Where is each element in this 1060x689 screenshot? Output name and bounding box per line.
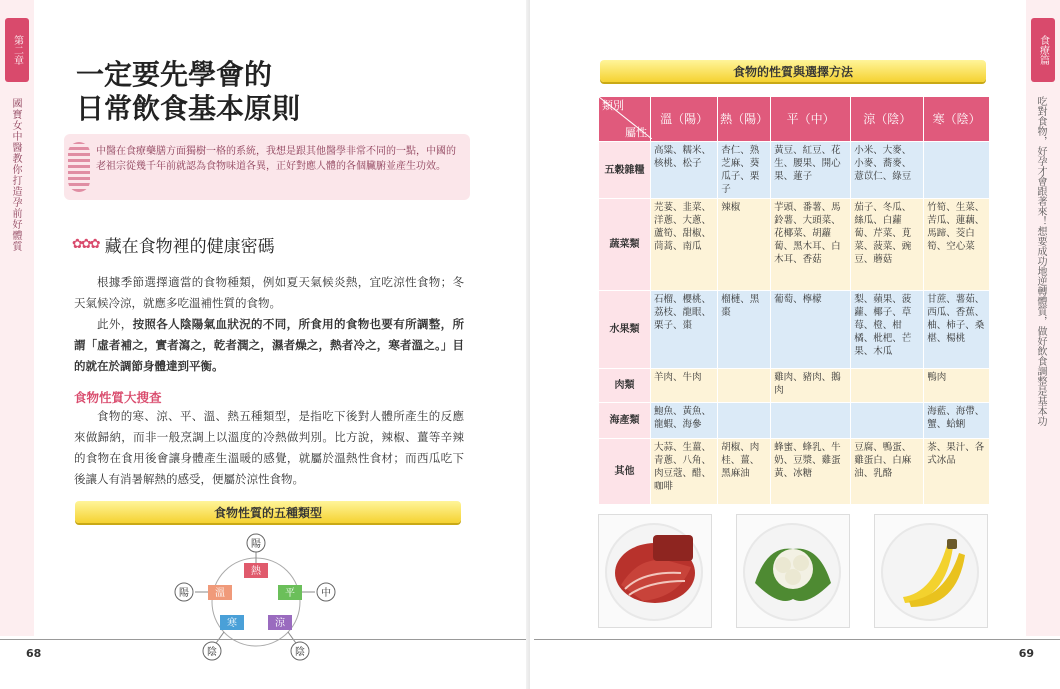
- page-title: [76, 58, 300, 126]
- cold-label: 寒: [227, 618, 237, 629]
- flower-icon: ✿✿✿: [72, 237, 99, 252]
- meat-image: [599, 515, 711, 627]
- table-cell: 茄子、冬瓜、絲瓜、白蘿蔔、芹菜、莧菜、菠菜、豌豆、蘑菇: [851, 199, 924, 291]
- category-grains: 五穀雜糧: [599, 142, 651, 199]
- table-cell: [851, 369, 924, 403]
- intro-decoration: [68, 142, 90, 192]
- table-cell: [718, 369, 771, 403]
- table-cell: 芫荽、韭菜、洋蔥、大蔥、蘆筍、甜椒、茼蒿、南瓜: [651, 199, 718, 291]
- header-cold: 寒（陰）: [924, 97, 990, 142]
- table-cell: 胡椒、肉桂、薑、黑麻油: [718, 439, 771, 505]
- sub-heading: 食物性質大搜查: [74, 390, 162, 405]
- left-side-tab: [0, 0, 34, 636]
- title-line-2: 日常飲食基本原則: [76, 92, 301, 125]
- diagram-title-bar: 食物性質的五種類型: [75, 501, 461, 523]
- header-neutral: 平（中）: [771, 97, 851, 142]
- right-side-tab: [1026, 0, 1060, 636]
- table-cell: 石榴、櫻桃、荔枝、龍眼、栗子、棗: [651, 291, 718, 369]
- category-vegetables: 蔬菜類: [599, 199, 651, 291]
- chapter-tab-right: 食療篇: [1031, 18, 1055, 82]
- table-cell: 葡萄、檸檬: [771, 291, 851, 369]
- paragraph-2: [74, 314, 464, 377]
- book-title-vertical: 國寶女中醫教你打造孕前好體質: [10, 98, 21, 252]
- cauliflower-photo: [736, 514, 850, 628]
- yin-left-label: 陰: [207, 647, 217, 658]
- corner-bottom-label: 屬性: [625, 126, 647, 139]
- paragraph-2-lead: 此外，: [97, 317, 133, 331]
- hot-label: 熱: [251, 566, 261, 577]
- table-cell: 榴槤、黑棗: [718, 291, 771, 369]
- neutral-label: 平: [285, 588, 295, 599]
- category-meat: 肉類: [599, 369, 651, 403]
- table-cell: 辣椒: [718, 199, 771, 291]
- table-cell: [851, 403, 924, 439]
- banana-image: [875, 515, 987, 627]
- page-number-right: 69: [1018, 647, 1034, 660]
- corner-top-label: 類別: [602, 99, 624, 112]
- table-cell: [924, 142, 990, 199]
- table-row: [599, 403, 990, 439]
- food-property-table: [598, 96, 990, 501]
- intro-text: 中醫在食療藥膳方面獨樹一格的系統，我想是跟其他醫學非常不同的一點，中國的老祖宗從幾千年前就認為食物味道各異，正好對應人體的各個臟腑並產生功效。: [96, 146, 456, 172]
- category-seafood: 海產類: [599, 403, 651, 439]
- cauliflower-image: [737, 515, 849, 627]
- intro-box: [64, 134, 470, 200]
- category-fruits: 水果類: [599, 291, 651, 369]
- header-warm: 溫（陽）: [651, 97, 718, 142]
- table-cell: 竹筍、生菜、苦瓜、蓮藕、馬蹄、茭白筍、空心菜: [924, 199, 990, 291]
- table-cell: 杏仁、熟芝麻、葵瓜子、栗子: [718, 142, 771, 199]
- table-cell: 海藍、海帶、蟹、蛤蜊: [924, 403, 990, 439]
- center-right-label: 中: [321, 588, 331, 599]
- table-row: [599, 199, 990, 291]
- table-cell: 芋頭、番薯、馬鈴薯、大頭菜、花椰菜、胡蘿蔔、黑木耳、白木耳、香菇: [771, 199, 851, 291]
- paragraph-2-bold: 按照各人陰陽氣血狀況的不同，所食用的食物也要有所調整，所謂「虛者補之，實者瀉之，乾者潤之，濕者燥之，熱者冷之，寒者溫之。」目的就在於調節身體達到平衡。: [74, 317, 465, 373]
- table-cell: 梨、蘋果、菠蘿、椰子、草莓、橙、柑橘、枇杷、芒果、木瓜: [851, 291, 924, 369]
- table-row: [599, 369, 990, 403]
- header-hot: 熱（陽）: [718, 97, 771, 142]
- paragraph-1: 根據季節選擇適當的食物種類，例如夏天氣候炎熱，宜吃涼性食物；冬天氣候冷涼，就應多吃溫補性質的食物。: [74, 275, 464, 310]
- table-cell: 甘蔗、薯茹、西瓜、香蕉、柚、柿子、桑椹、楊桃: [924, 291, 990, 369]
- yang-top-label: 陽: [251, 539, 261, 550]
- table-header-row: [599, 97, 990, 142]
- table-cell: [771, 403, 851, 439]
- table-row: [599, 291, 990, 369]
- section-title: 藏在食物裡的健康密碼: [104, 237, 275, 257]
- section-heading: [72, 232, 275, 257]
- category-other: 其他: [599, 439, 651, 505]
- table-cell: 羊肉、牛肉: [651, 369, 718, 403]
- table-cell: 豆腐、鴨蛋、雞蛋白、白麻油、乳酪: [851, 439, 924, 505]
- slogan-vertical: 吃對食物，好孕才會跟著來！想要成功地逆轉體質，做好飲食調整是基本功: [1035, 96, 1046, 426]
- table-row: [599, 439, 990, 505]
- table-cell: 黃豆、紅豆、花生、腰果、開心果、蓮子: [771, 142, 851, 199]
- table-cell: 小米、大麥、小麥、蕎麥、薏苡仁、綠豆: [851, 142, 924, 199]
- chapter-tab: 第二章: [5, 18, 29, 82]
- table-cell: 蜂蜜、蜂乳、牛奶、豆漿、雞蛋黃、冰糖: [771, 439, 851, 505]
- warm-label: 溫: [215, 588, 225, 599]
- page-number-left: 68: [26, 647, 42, 660]
- table-cell: 鮑魚、黃魚、龍蝦、海參: [651, 403, 718, 439]
- footer-rule-right: [534, 639, 1060, 640]
- banana-photo: [874, 514, 988, 628]
- table-cell: 高粱、糯米、核桃、松子: [651, 142, 718, 199]
- table-cell: [718, 403, 771, 439]
- table-cell: 大蒜、生薑、青蔥、八角、肉豆蔻、醋、咖啡: [651, 439, 718, 505]
- header-cool: 涼（陰）: [851, 97, 924, 142]
- five-types-diagram: [160, 532, 350, 662]
- table-cell: 茶、果汁、各式冰品: [924, 439, 990, 505]
- paragraph-3: 食物的寒、涼、平、溫、熱五種類型，是指吃下後對人體所產生的反應來做歸納，而非一般烹調上以溫度的冷熱做判別。比方說，辣椒、薑等辛辣的食物在食用後會讓身體產生溫暖的感覺，就屬於溫熱性食材；而西瓜吃下後讓人有消暑解熱的感受，便屬於涼性食物。: [74, 409, 464, 486]
- yin-right-label: 陰: [295, 647, 305, 658]
- table-cell: 雞肉、豬肉、鵝肉: [771, 369, 851, 403]
- cool-label: 涼: [275, 618, 285, 629]
- meat-photo: [598, 514, 712, 628]
- table-row: [599, 142, 990, 199]
- title-line-1: 一定要先學會的: [76, 58, 273, 91]
- table-cell: 鴨肉: [924, 369, 990, 403]
- table-title-bar: 食物的性質與選擇方法: [600, 60, 986, 82]
- footer-rule: [0, 639, 526, 640]
- corner-header: [599, 97, 651, 142]
- yang-left-label: 陽: [179, 588, 189, 599]
